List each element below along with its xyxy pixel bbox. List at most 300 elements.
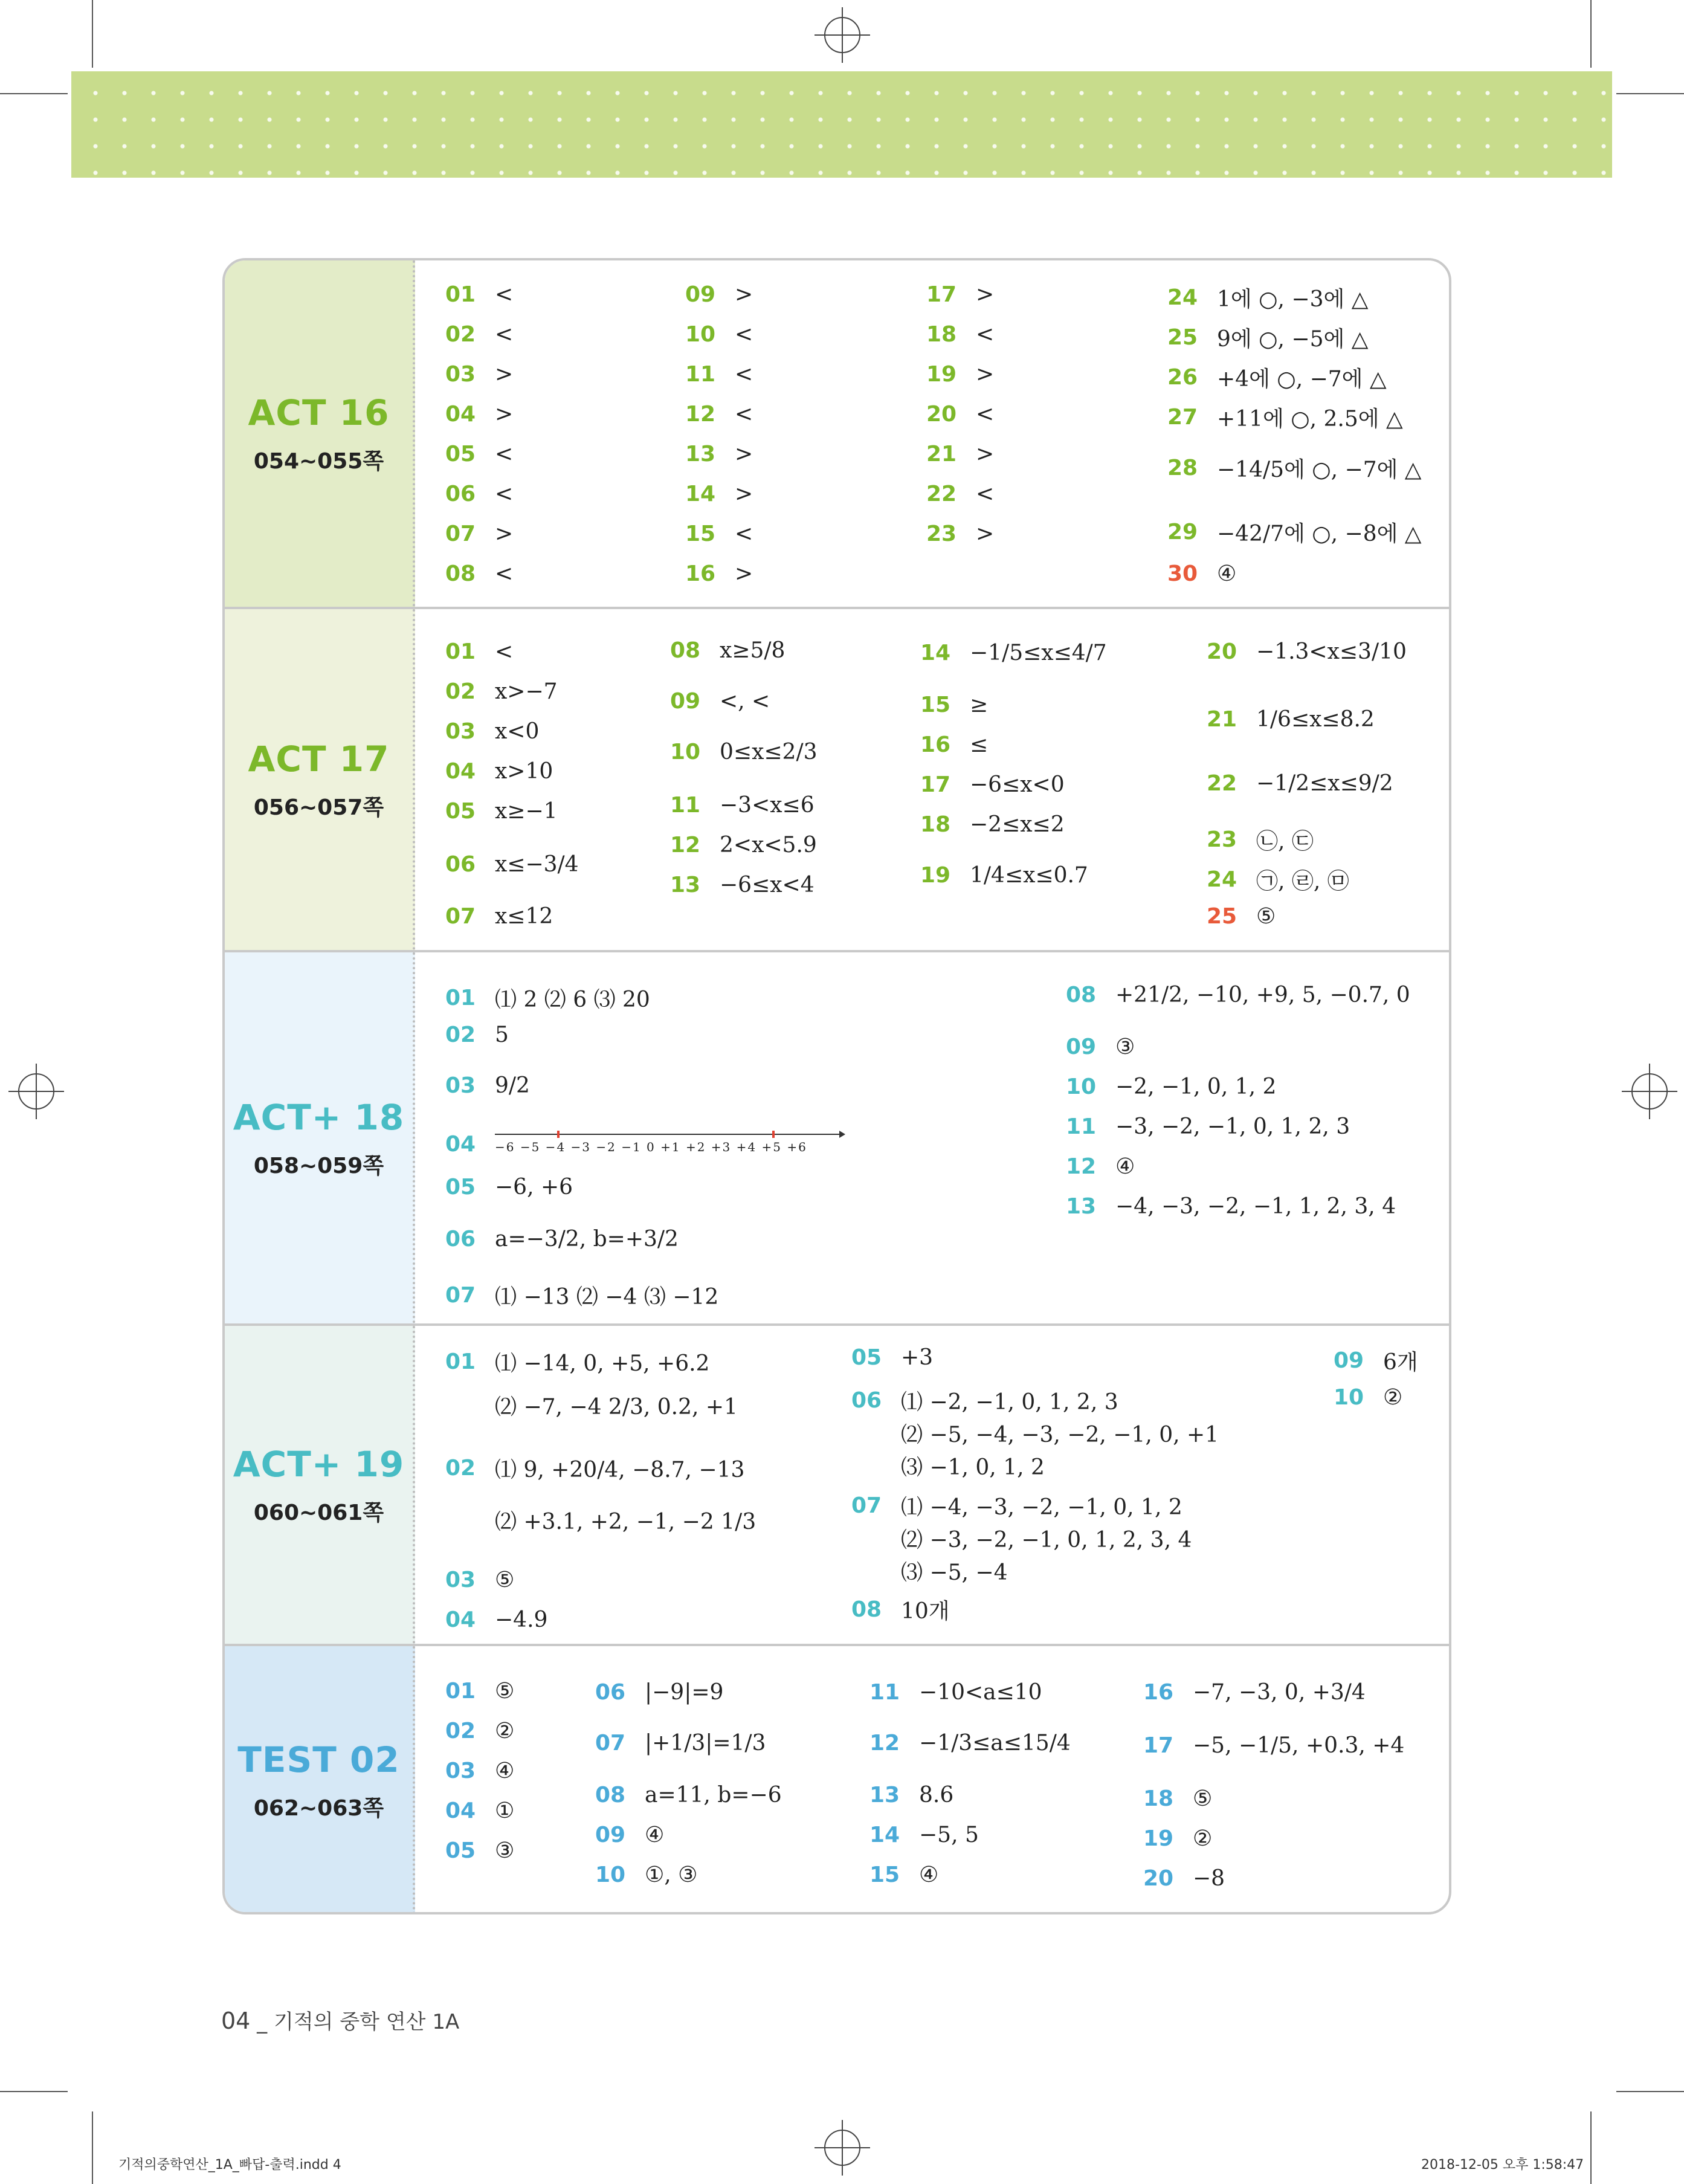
- answer-number: 03: [445, 1073, 476, 1098]
- answer-value: ②: [1383, 1385, 1403, 1410]
- answer-number: 06: [445, 1227, 476, 1252]
- answer-value: ③: [495, 1838, 515, 1863]
- registration-mark: [824, 17, 860, 53]
- answer-item: [1143, 1733, 1404, 1758]
- answer-number: 01: [445, 639, 476, 664]
- answer-value: −1/2≤x≤9/2: [1256, 771, 1393, 796]
- answer-item: [445, 482, 513, 506]
- answer-item: [1167, 362, 1387, 393]
- answer-value: >: [735, 282, 753, 307]
- answer-number: 08: [851, 1597, 882, 1622]
- answer-item: [445, 1280, 718, 1311]
- answer-item: [445, 402, 513, 427]
- answer-item: [920, 863, 1088, 888]
- answer-value: 2<x<5.9: [720, 833, 817, 858]
- section-label: [225, 1326, 415, 1644]
- answer-item: [670, 740, 817, 764]
- answer-number: 09: [670, 689, 701, 714]
- answer-number: 26: [1167, 365, 1198, 390]
- answer-value: <: [495, 442, 514, 467]
- answer-number: 20: [1207, 639, 1237, 664]
- answer-item: [670, 873, 815, 897]
- answer-number: 20: [1143, 1866, 1174, 1891]
- answer-item: [445, 1227, 679, 1252]
- answer-value: +21/2, −10, +9, 5, −0.7, 0: [1115, 983, 1410, 1007]
- answer-item: [926, 522, 994, 546]
- answer-item: [445, 362, 513, 387]
- page-number: 04: [221, 2008, 251, 2034]
- answer-item: [445, 1073, 530, 1098]
- answer-item: [1207, 707, 1375, 732]
- answer-number: 08: [445, 561, 476, 586]
- crop-mark: [1616, 93, 1684, 94]
- answer-value: 6개: [1383, 1350, 1418, 1375]
- answer-value: −4, −3, −2, −1, 1, 2, 3, 4: [1115, 1194, 1396, 1219]
- answer-value: −10<a≤10: [919, 1680, 1042, 1705]
- answer-number: 25: [1167, 325, 1198, 350]
- section-title: ACT+ 18: [233, 1096, 405, 1138]
- answer-value: −6, +6: [495, 1175, 573, 1200]
- answer-item: [851, 1490, 1182, 1521]
- answers-area: [415, 1326, 1449, 1644]
- answer-item: [670, 638, 785, 663]
- answer-number: 23: [1207, 827, 1237, 852]
- answer-item: [926, 282, 994, 307]
- section-pages: 054~055쪽: [253, 449, 384, 474]
- answer-item: [1143, 1826, 1212, 1851]
- answer-item: [926, 402, 994, 427]
- answer-item: [926, 362, 994, 387]
- answer-value: −14/5에 ○, −7에 △: [1217, 457, 1422, 482]
- answer-item: [1066, 1154, 1135, 1179]
- answer-value: ⑴ −2, −1, 0, 1, 2, 3: [901, 1390, 1118, 1415]
- answer-item: [445, 759, 553, 784]
- answer-item: [685, 442, 753, 467]
- answer-item: [445, 904, 553, 929]
- print-slug-file: 기적의중학연산_1A_빠답-출력.indd 4: [118, 2157, 341, 2173]
- answer-value: ⑴ −4, −3, −2, −1, 0, 1, 2: [901, 1495, 1182, 1520]
- answer-number: 02: [445, 1023, 476, 1047]
- answer-value: >: [976, 362, 995, 387]
- answer-value: ④: [1217, 561, 1237, 586]
- answer-value: a=11, b=−6: [645, 1783, 782, 1808]
- answer-value: −6≤x<0: [970, 772, 1065, 797]
- answer-value: 1/4≤x≤0.7: [970, 863, 1088, 888]
- answer-number: 10: [670, 740, 701, 764]
- answer-item: [685, 522, 753, 546]
- answer-value: ②: [495, 1719, 515, 1743]
- answer-value: ④: [495, 1759, 515, 1783]
- answer-number: 10: [595, 1863, 626, 1887]
- answer-item: [869, 1783, 953, 1808]
- answer-item: [920, 693, 988, 717]
- footer-separator: _: [257, 2010, 268, 2034]
- answer-number: 06: [445, 482, 476, 506]
- answer-item: [851, 1345, 933, 1370]
- answer-item: [685, 402, 753, 427]
- answer-item: [920, 812, 1065, 837]
- answer-number: 02: [445, 322, 476, 347]
- answer-item: [920, 772, 1065, 797]
- answer-number: 07: [445, 904, 476, 929]
- answer-item: [445, 561, 513, 586]
- answer-number: 02: [445, 1456, 476, 1481]
- answer-number: 17: [926, 282, 957, 307]
- answer-number: 15: [869, 1863, 900, 1887]
- answer-value: <: [495, 482, 514, 506]
- answer-value: 1에 ○, −3에 △: [1217, 287, 1369, 312]
- answers-area: [415, 1646, 1449, 1914]
- answer-number: 07: [595, 1731, 626, 1756]
- answer-value: −5, 5: [919, 1823, 979, 1847]
- answer-number: 06: [595, 1680, 626, 1705]
- answer-number: 04: [445, 1131, 476, 1157]
- answer-value: >: [495, 362, 514, 387]
- section-label: [225, 260, 415, 607]
- number-line-labels: −6 −5 −4 −3 −2 −1 0 +1 +2 +3 +4 +5 +6: [495, 1140, 807, 1154]
- answer-item: [926, 482, 994, 506]
- answer-number: 14: [869, 1823, 900, 1847]
- answer-number: 11: [670, 793, 701, 818]
- answer-subitem: ⑵ −3, −2, −1, 0, 1, 2, 3, 4: [901, 1528, 1192, 1552]
- answer-item: [445, 1838, 514, 1863]
- answer-item: [595, 1680, 723, 1705]
- answer-number: 11: [685, 362, 716, 387]
- answer-item: [851, 1385, 1118, 1416]
- answer-item: [445, 1759, 514, 1783]
- answer-value: ㉠, ㉣, ㉤: [1256, 869, 1349, 894]
- number-line: [495, 1129, 845, 1159]
- answer-value: 0≤x≤2/3: [720, 740, 818, 764]
- answer-value: −6≤x<4: [720, 873, 815, 897]
- section-act-16: [225, 260, 1449, 609]
- answer-number: 24: [1207, 867, 1237, 892]
- answer-number: 12: [685, 402, 716, 427]
- section-pages: 058~059쪽: [253, 1153, 384, 1178]
- answer-number: 12: [1066, 1154, 1097, 1179]
- answer-item: [670, 833, 817, 858]
- answer-number: 09: [1066, 1035, 1097, 1059]
- section-title: ACT+ 19: [233, 1443, 405, 1485]
- marked-point: [772, 1131, 775, 1138]
- answer-number: 03: [445, 1759, 476, 1783]
- section-act-plus-19: [225, 1326, 1449, 1646]
- answer-number: 03: [445, 1568, 476, 1592]
- answer-number: 04: [445, 402, 476, 427]
- answer-value: x≥5/8: [720, 638, 786, 663]
- answer-item: [595, 1783, 782, 1808]
- answer-value: >: [976, 282, 995, 307]
- answer-value: <: [735, 402, 753, 427]
- answer-item: [685, 362, 753, 387]
- answer-value: ④: [1115, 1154, 1135, 1179]
- answer-number: 12: [670, 833, 701, 858]
- answer-item: [869, 1731, 1071, 1756]
- answer-value: ㉡, ㉢: [1256, 829, 1314, 854]
- answer-number: 01: [445, 1679, 476, 1704]
- answer-item: [670, 689, 770, 714]
- answer-value: −1/3≤a≤15/4: [919, 1731, 1071, 1756]
- crop-mark: [92, 0, 93, 68]
- section-title: TEST 02: [237, 1739, 400, 1780]
- answer-number: 07: [445, 1283, 476, 1308]
- answer-number: 15: [920, 693, 951, 717]
- answer-value: ⑤: [495, 1679, 515, 1704]
- answer-value: −5, −1/5, +0.3, +4: [1193, 1733, 1405, 1758]
- answer-value: >: [735, 561, 753, 586]
- answer-number: 05: [445, 1175, 476, 1200]
- answer-item: [445, 1346, 709, 1377]
- answer-number: 08: [670, 638, 701, 663]
- answer-number: 11: [869, 1680, 900, 1705]
- answer-number: 23: [926, 522, 957, 546]
- answer-item: [445, 1453, 744, 1484]
- answer-value: <, <: [720, 689, 770, 714]
- answer-item: [1167, 453, 1422, 483]
- answer-number: 17: [920, 772, 951, 797]
- answer-number: 05: [445, 442, 476, 467]
- answer-value: x≥−1: [495, 799, 558, 824]
- answer-value: ⑤: [1256, 904, 1276, 929]
- section-title: ACT 16: [248, 392, 390, 433]
- answer-value: <: [495, 639, 514, 664]
- number-line-axis: [495, 1134, 842, 1135]
- answer-number: 18: [926, 322, 957, 347]
- answer-value: 9에 ○, −5에 △: [1217, 327, 1369, 352]
- registration-mark: [18, 1073, 54, 1110]
- answer-value: −3<x≤6: [720, 793, 815, 818]
- section-title: ACT 17: [248, 738, 390, 780]
- answer-value: ③: [1115, 1035, 1135, 1059]
- answer-number: 12: [869, 1731, 900, 1756]
- answer-value: 10개: [901, 1599, 950, 1624]
- answer-number: 05: [851, 1345, 882, 1370]
- answer-value: −4.9: [495, 1607, 548, 1632]
- answer-number: 21: [926, 442, 957, 467]
- answer-item: [445, 799, 558, 824]
- answer-item: [445, 639, 513, 664]
- answer-number: 01: [445, 1349, 476, 1374]
- answer-value: ⑴ −13 ⑵ −4 ⑶ −12: [495, 1285, 719, 1310]
- answer-value: ⑤: [495, 1568, 515, 1592]
- answer-value: ⑴ −14, 0, +5, +6.2: [495, 1351, 710, 1376]
- answer-number: 10: [1066, 1074, 1097, 1099]
- answer-number: 28: [1167, 456, 1198, 480]
- answer-number: 30: [1167, 561, 1198, 586]
- answer-value: −7, −3, 0, +3/4: [1193, 1680, 1366, 1705]
- answer-item: [445, 1023, 509, 1047]
- answer-value: −1.3<x≤3/10: [1256, 639, 1407, 664]
- answer-item: [1066, 983, 1410, 1007]
- book-title: 기적의 중학 연산 1A: [273, 2010, 460, 2034]
- crop-mark: [0, 2091, 68, 2092]
- answer-item: [685, 561, 753, 586]
- answer-value: ①, ③: [645, 1863, 698, 1887]
- answer-item: [670, 793, 815, 818]
- section-act-17: [225, 609, 1449, 952]
- crop-mark: [1616, 2091, 1684, 2092]
- answer-number: 29: [1167, 520, 1198, 544]
- answer-number: 10: [685, 322, 716, 347]
- answer-item: [445, 282, 513, 307]
- answer-number: 09: [685, 282, 716, 307]
- answer-value: ④: [645, 1823, 665, 1847]
- answer-value: x<0: [495, 719, 540, 744]
- answer-value: |+1/3|=1/3: [645, 1731, 766, 1756]
- answer-number: 02: [445, 1719, 476, 1743]
- top-banner: [71, 71, 1612, 178]
- answer-number: 09: [1334, 1348, 1364, 1373]
- answer-number: 14: [920, 641, 951, 665]
- answer-number: 13: [869, 1783, 900, 1808]
- answer-number: 09: [595, 1823, 626, 1847]
- registration-mark: [1631, 1073, 1668, 1110]
- section-label: [225, 1646, 415, 1914]
- answer-table: [222, 258, 1451, 1914]
- answer-item: [445, 1129, 845, 1159]
- answer-number: 07: [851, 1493, 882, 1518]
- answer-item: [1066, 1074, 1276, 1099]
- answer-number: 11: [1066, 1114, 1097, 1139]
- answer-item: [869, 1863, 938, 1887]
- arrow-right-icon: [839, 1131, 845, 1138]
- answer-item: [1207, 904, 1276, 929]
- answer-number: 08: [1066, 983, 1097, 1007]
- answer-number: 03: [445, 719, 476, 744]
- answer-item: [445, 322, 513, 347]
- answer-number: 19: [920, 863, 951, 888]
- answer-value: ②: [1193, 1826, 1213, 1851]
- answer-item: [869, 1823, 979, 1847]
- answer-number: 16: [920, 732, 951, 757]
- answer-item: [445, 852, 579, 877]
- answer-item: [1167, 561, 1236, 586]
- answer-subitem: ⑶ −5, −4: [901, 1560, 1008, 1585]
- answer-item: [445, 1679, 514, 1704]
- answer-value: −1/5≤x≤4/7: [970, 641, 1107, 665]
- answer-value: <: [735, 322, 753, 347]
- answer-value: x>−7: [495, 679, 558, 704]
- section-act-plus-18: [225, 952, 1449, 1326]
- answers-area: [415, 260, 1449, 607]
- answer-number: 04: [445, 1607, 476, 1632]
- answer-number: 17: [1143, 1733, 1174, 1758]
- answer-item: [1143, 1866, 1225, 1891]
- answer-value: ④: [919, 1863, 939, 1887]
- answer-number: 18: [1143, 1786, 1174, 1811]
- answer-value: x>10: [495, 759, 553, 784]
- section-pages: 056~057쪽: [253, 795, 384, 820]
- answer-number: 18: [920, 812, 951, 837]
- answer-value: <: [495, 561, 514, 586]
- answer-number: 08: [595, 1783, 626, 1808]
- answer-value: +11에 ○, 2.5에 △: [1217, 407, 1403, 431]
- crop-mark: [1590, 0, 1592, 68]
- answer-item: [445, 1175, 573, 1200]
- answer-item: [445, 679, 558, 704]
- crop-mark: [0, 93, 68, 94]
- answer-item: [1167, 517, 1422, 548]
- answer-item: [445, 1607, 547, 1632]
- answer-number: 19: [1143, 1826, 1174, 1851]
- answer-number: 06: [445, 852, 476, 877]
- answer-value: x≤12: [495, 904, 553, 929]
- crop-mark: [1590, 2111, 1592, 2184]
- answer-value: >: [495, 522, 514, 546]
- answer-item: [1066, 1194, 1396, 1219]
- answer-item: [1207, 824, 1314, 855]
- answer-item: [445, 442, 513, 467]
- answer-value: >: [976, 442, 995, 467]
- answer-number: 07: [445, 522, 476, 546]
- answer-item: [1167, 282, 1368, 313]
- answer-value: 1/6≤x≤8.2: [1256, 707, 1375, 732]
- answer-value: <: [495, 282, 514, 307]
- answer-number: 02: [445, 679, 476, 704]
- answer-number: 22: [926, 482, 957, 506]
- answer-item: [920, 732, 988, 757]
- answer-number: 19: [926, 362, 957, 387]
- answer-value: ①: [495, 1798, 515, 1823]
- answer-number: 16: [1143, 1680, 1174, 1705]
- crop-mark: [92, 2111, 93, 2184]
- answer-item: [869, 1680, 1042, 1705]
- answer-item: [1207, 771, 1393, 796]
- answer-item: [595, 1823, 664, 1847]
- answer-number: 05: [445, 1838, 476, 1863]
- answer-item: [1334, 1385, 1402, 1410]
- answer-value: x≤−3/4: [495, 852, 579, 877]
- answer-number: 21: [1207, 707, 1237, 732]
- registration-mark: [824, 2130, 860, 2166]
- answer-item: [1207, 864, 1349, 895]
- answer-item: [445, 1719, 514, 1743]
- answers-area: [415, 952, 1449, 1323]
- marked-point: [557, 1131, 560, 1138]
- answer-number: 03: [445, 362, 476, 387]
- answer-number: 05: [445, 799, 476, 824]
- answer-value: <: [976, 322, 995, 347]
- answer-subitem: ⑵ +3.1, +2, −1, −2 1/3: [495, 1510, 757, 1534]
- answer-number: 13: [1066, 1194, 1097, 1219]
- answer-item: [1167, 322, 1368, 353]
- answer-number: 25: [1207, 904, 1237, 929]
- answer-number: 13: [670, 873, 701, 897]
- answer-number: 24: [1167, 285, 1198, 310]
- answer-value: ≤: [970, 732, 989, 757]
- answer-item: [1066, 1114, 1350, 1139]
- answer-number: 10: [1334, 1385, 1364, 1410]
- answer-number: 16: [685, 561, 716, 586]
- answer-number: 14: [685, 482, 716, 506]
- answer-number: 15: [685, 522, 716, 546]
- answer-value: >: [495, 402, 514, 427]
- answer-item: [685, 322, 753, 347]
- section-test-02: [225, 1646, 1449, 1914]
- answer-value: <: [495, 322, 514, 347]
- answer-item: [920, 641, 1107, 665]
- answer-value: 8.6: [919, 1783, 954, 1808]
- print-slug-date: 2018-12-05 오후 1:58:47: [1421, 2157, 1584, 2173]
- page-footer: [221, 2005, 459, 2035]
- answer-number: 01: [445, 282, 476, 307]
- answer-item: [445, 522, 513, 546]
- answer-item: [1143, 1786, 1212, 1811]
- answer-value: <: [976, 482, 995, 506]
- answer-value: <: [735, 362, 753, 387]
- answers-area: [415, 609, 1449, 950]
- answer-number: 01: [445, 986, 476, 1010]
